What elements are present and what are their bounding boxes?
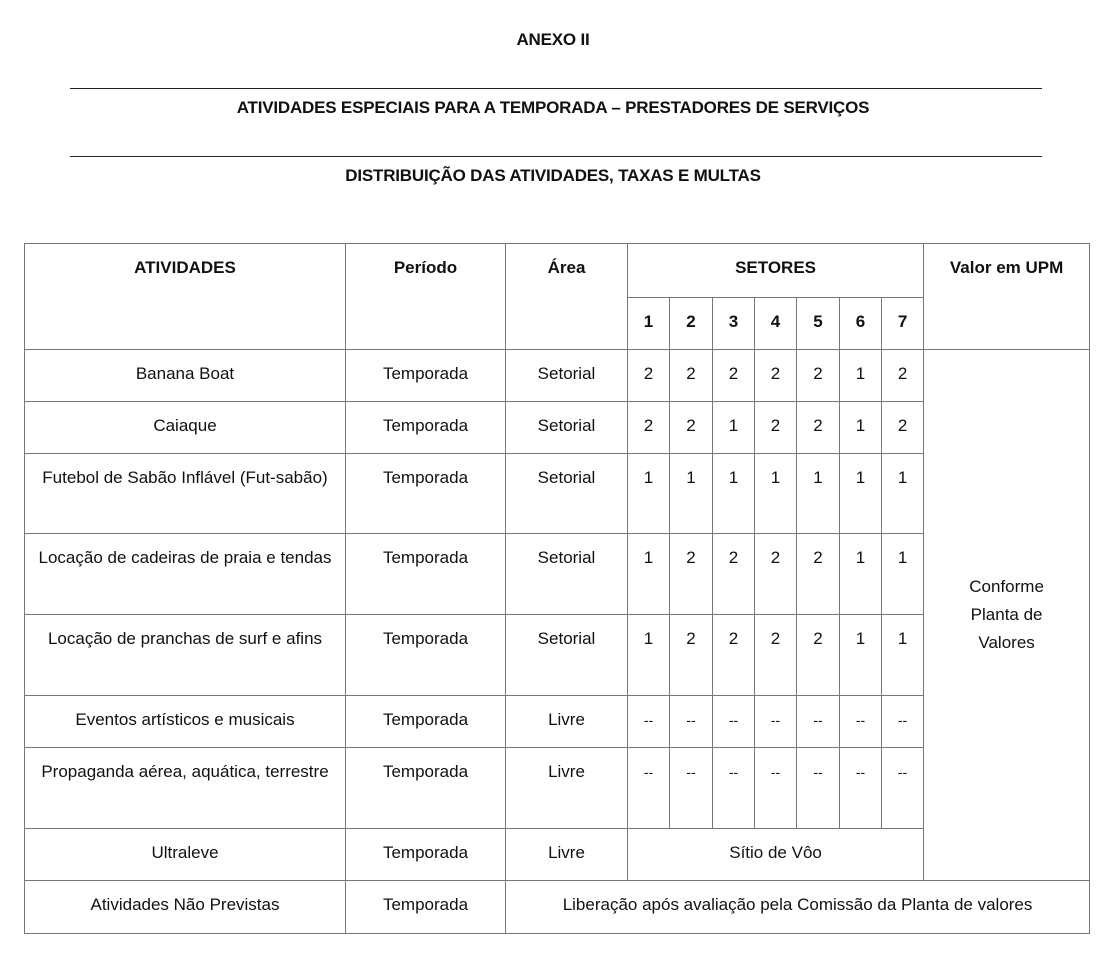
cell-merged-note: Liberação após avaliação pela Comissão da Planta de valores: [506, 881, 1090, 934]
cell-setor: 1: [628, 534, 670, 615]
cell-area: Setorial: [506, 350, 628, 402]
cell-setor: --: [628, 748, 670, 829]
cell-setor: 2: [628, 402, 670, 454]
cell-atividade: Locação de pranchas de surf e afins: [25, 615, 346, 696]
cell-setor: --: [840, 748, 882, 829]
header-valor-upm: Valor em UPM: [924, 244, 1090, 350]
cell-setor: 2: [755, 402, 797, 454]
header-atividades: ATIVIDADES: [25, 244, 346, 350]
cell-periodo: Temporada: [346, 615, 506, 696]
cell-setor: 2: [882, 350, 924, 402]
cell-setor: 2: [797, 350, 840, 402]
cell-setor: --: [882, 696, 924, 748]
activities-table: [24, 243, 1090, 934]
cell-setor: 1: [882, 454, 924, 534]
cell-setor: 1: [840, 454, 882, 534]
cell-setor: 2: [797, 615, 840, 696]
cell-setor: --: [840, 696, 882, 748]
cell-periodo: Temporada: [346, 454, 506, 534]
cell-setor: --: [755, 748, 797, 829]
cell-setor: --: [670, 748, 713, 829]
cell-setor: 1: [840, 350, 882, 402]
cell-setor: 2: [670, 402, 713, 454]
cell-setor: 2: [713, 615, 755, 696]
cell-atividade: Eventos artísticos e musicais: [25, 696, 346, 748]
cell-area: Setorial: [506, 534, 628, 615]
cell-setor: 2: [713, 350, 755, 402]
annex-title: ANEXO II: [516, 30, 590, 49]
header-setor-2: 2: [670, 298, 713, 350]
cell-setor: 1: [628, 615, 670, 696]
cell-setor: 1: [713, 454, 755, 534]
cell-area: Setorial: [506, 454, 628, 534]
cell-setor: 2: [713, 534, 755, 615]
document-subtitle: ATIVIDADES ESPECIAIS PARA A TEMPORADA – PRESTADORES DE SERVIÇOS: [236, 98, 870, 117]
header-setor-3: 3: [713, 298, 755, 350]
cell-periodo: Temporada: [346, 748, 506, 829]
cell-setores-merged: Sítio de Vôo: [628, 829, 924, 881]
cell-setor: 2: [670, 350, 713, 402]
cell-setor: 2: [755, 615, 797, 696]
cell-periodo: Temporada: [346, 696, 506, 748]
cell-area: Livre: [506, 748, 628, 829]
cell-atividade: Banana Boat: [25, 350, 346, 402]
cell-setor: 1: [797, 454, 840, 534]
cell-atividade: Atividades Não Previstas: [25, 881, 346, 934]
cell-setor: 1: [713, 402, 755, 454]
section-title: DISTRIBUIÇÃO DAS ATIVIDADES, TAXAS E MULTAS: [345, 166, 761, 185]
divider: [70, 156, 1042, 157]
cell-setor: --: [755, 696, 797, 748]
cell-setor: 1: [628, 454, 670, 534]
cell-periodo: Temporada: [346, 534, 506, 615]
header-setor-5: 5: [797, 298, 840, 350]
header-area: Área: [506, 244, 628, 350]
cell-setor: 1: [840, 402, 882, 454]
cell-setor: --: [713, 696, 755, 748]
header-periodo: Período: [346, 244, 506, 350]
cell-atividade: Ultraleve: [25, 829, 346, 881]
table-row: [25, 350, 1090, 402]
cell-area: Setorial: [506, 615, 628, 696]
table-row: [25, 881, 1090, 934]
cell-setor: --: [797, 748, 840, 829]
cell-setor: 2: [882, 402, 924, 454]
cell-setor: --: [882, 748, 924, 829]
header-setor-4: 4: [755, 298, 797, 350]
cell-setor: 1: [755, 454, 797, 534]
cell-setor: --: [670, 696, 713, 748]
cell-area: Setorial: [506, 402, 628, 454]
cell-setor: 2: [797, 402, 840, 454]
cell-setor: 1: [670, 454, 713, 534]
header-setores: SETORES: [628, 244, 924, 298]
header-setor-1: 1: [628, 298, 670, 350]
cell-atividade: Propaganda aérea, aquática, terrestre: [25, 748, 346, 829]
cell-periodo: Temporada: [346, 350, 506, 402]
cell-periodo: Temporada: [346, 829, 506, 881]
cell-setor: 2: [797, 534, 840, 615]
cell-periodo: Temporada: [346, 881, 506, 934]
cell-setor: 2: [670, 534, 713, 615]
header-setor-7: 7: [882, 298, 924, 350]
cell-setor: 1: [882, 534, 924, 615]
cell-atividade: Caiaque: [25, 402, 346, 454]
cell-setor: --: [797, 696, 840, 748]
cell-setor: 2: [628, 350, 670, 402]
cell-setor: 2: [755, 350, 797, 402]
cell-setor: 1: [840, 615, 882, 696]
cell-valor-upm-merged: Conforme Planta de Valores: [924, 350, 1090, 881]
cell-periodo: Temporada: [346, 402, 506, 454]
cell-area: Livre: [506, 829, 628, 881]
cell-setor: 1: [840, 534, 882, 615]
cell-setor: --: [628, 696, 670, 748]
cell-setor: --: [713, 748, 755, 829]
header-setor-6: 6: [840, 298, 882, 350]
cell-setor: 1: [882, 615, 924, 696]
cell-setor: 2: [670, 615, 713, 696]
cell-atividade: Futebol de Sabão Inflável (Fut-sabão): [25, 454, 346, 534]
cell-atividade: Locação de cadeiras de praia e tendas: [25, 534, 346, 615]
cell-setor: 2: [755, 534, 797, 615]
cell-area: Livre: [506, 696, 628, 748]
divider: [70, 88, 1042, 89]
